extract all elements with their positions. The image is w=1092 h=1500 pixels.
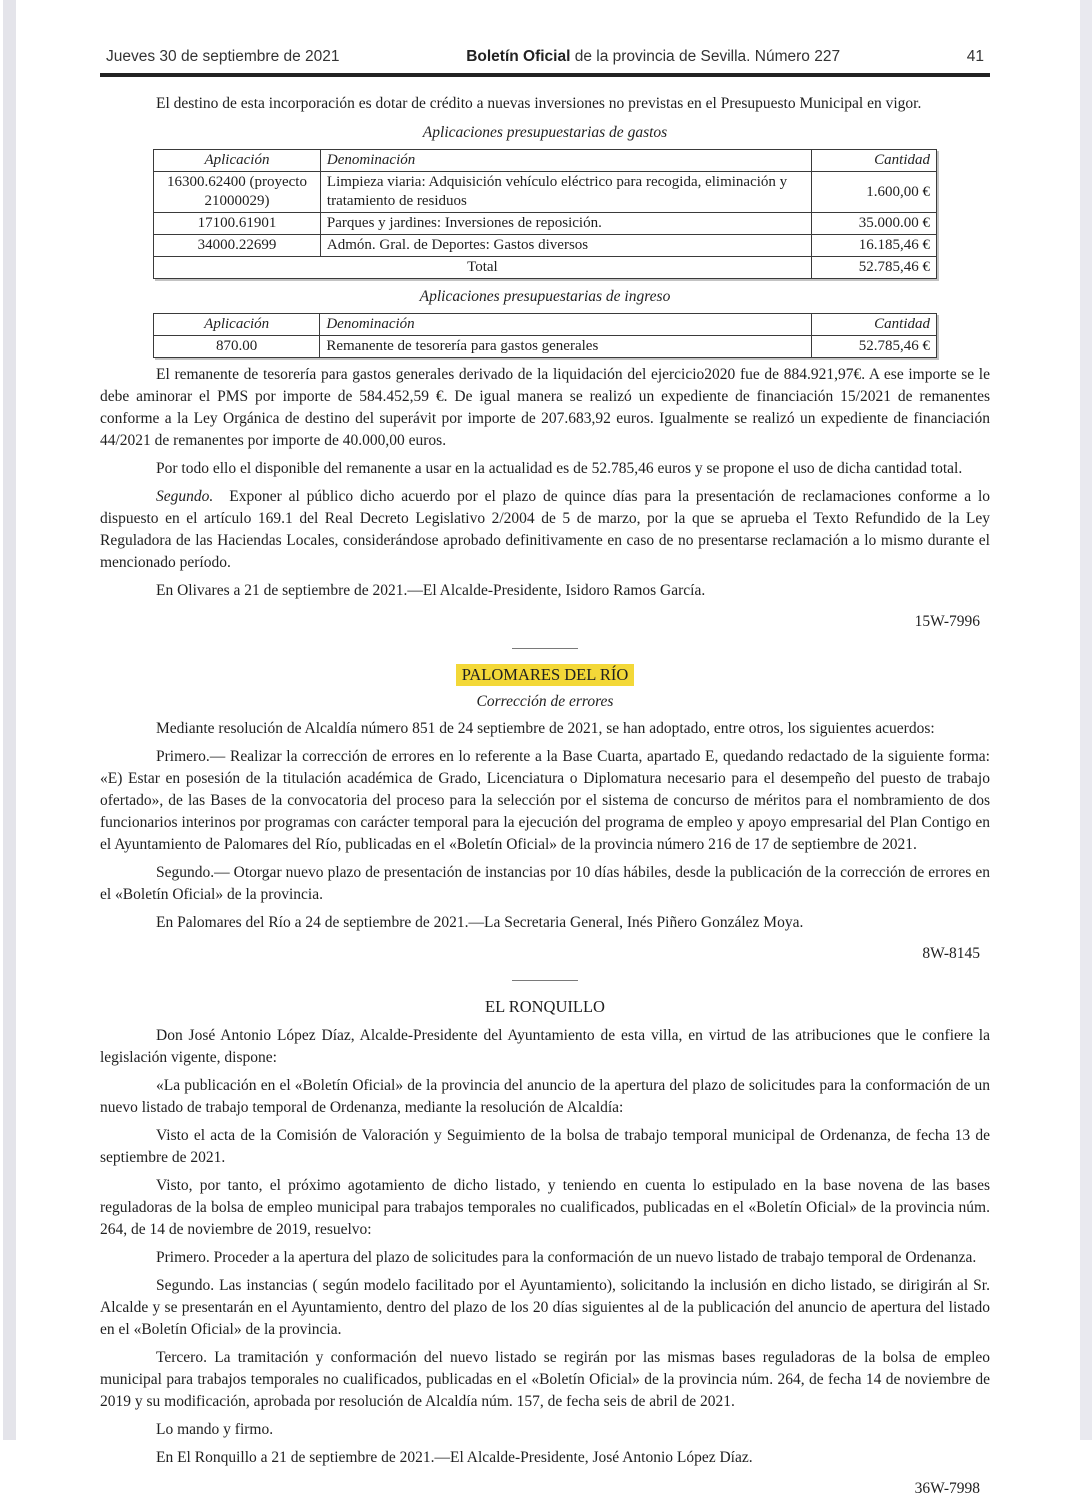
ronquillo-visto1-paragraph: Visto el acta de la Comisión de Valoración y Seguimiento de la bolsa de trabajo temporal municipal de Ordenanza, de fecha 13 de septiembre de 2021. (100, 1127, 990, 1166)
ronquillo-title: EL RONQUILLO (485, 997, 605, 1016)
section-divider (512, 980, 578, 981)
olivares-reference-code: 15W-7996 (914, 613, 980, 630)
table-row (154, 336, 937, 358)
table-row (154, 172, 937, 213)
ingreso-table-caption: Aplicaciones presupuestarias de ingreso (419, 288, 671, 305)
olivares-segundo-paragraph (100, 486, 990, 574)
column-header-aplicacion: Aplicación (154, 314, 320, 336)
table-total-row (154, 257, 937, 279)
section-divider (512, 648, 578, 649)
cell-denominacion: Remanente de tesorería para gastos generales (320, 336, 811, 358)
palomares-reference-code: 8W-8145 (922, 945, 980, 962)
page-edge-right (1080, 0, 1092, 1440)
total-value: 52.785,46 € (811, 257, 936, 279)
ronquillo-reference-code: 36W-7998 (914, 1480, 980, 1497)
cell-denominacion: Parques y jardines: Inversiones de reposición. (320, 213, 811, 235)
cell-denominacion: Admón. Gral. de Deportes: Gastos diversos (320, 235, 811, 257)
header-bulletin-bold: Boletín Oficial (466, 48, 571, 65)
column-header-cantidad: Cantidad (811, 314, 936, 336)
ronquillo-tercero-paragraph: Tercero. La tramitación y conformación del nuevo listado se regirán por las mismas bases reguladoras de la bolsa de empleo municipal para trabajos temporales no cualificados, publicadas en el «Boletín Oficial» de la provincia núm. 264, de fecha 14 de noviembre de 2019 y su modificación, aprobada por resolución de Alcaldía núm. 157, de fecha seis de abril de 2021. (100, 1349, 990, 1410)
ronquillo-don-paragraph: Don José Antonio López Díaz, Alcalde-Presidente del Ayuntamiento de esta villa, en virtud de las atribuciones que le confiere la legislación vigente, dispone: (100, 1027, 990, 1066)
table-header-row (154, 150, 937, 172)
column-header-denominacion: Denominación (320, 150, 811, 172)
cell-cantidad: 16.185,46 € (811, 235, 936, 257)
segundo-text: Exponer al público dicho acuerdo por el plazo de quince días para la presentación de reclamaciones conforme a lo dispuesto en el artículo 169.1 del Real Decreto Legislativo 2/2004 de 5 de marzo, por la que se aprueba el Texto Refundido de la Ley Reguladora de las Haciendas Locales, considerándose aprobado definitivamente en caso de no presentarse reclamación a lo mismo durante el mencionado período. (100, 488, 990, 571)
cell-cantidad: 52.785,46 € (811, 336, 936, 358)
palomares-signature-line: En Palomares del Río a 24 de septiembre de 2021.—La Secretaria General, Inés Piñero González Moya. (156, 914, 804, 931)
ronquillo-segundo-paragraph: Segundo. Las instancias ( según modelo facilitado por el Ayuntamiento), solicitando la inclusión en dicho listado, se dirigirán al Sr. Alcalde y se presentarán en el Ayuntamiento, dentro del plazo de los 20 días siguientes al de la publicación del anuncio de apertura del listado en el «Boletín Oficial» de la provincia. (100, 1277, 990, 1338)
palomares-mediante-paragraph: Mediante resolución de Alcaldía número 851 de 24 septiembre de 2021, se han adoptado, entre otros, los siguientes acuerdos: (156, 720, 935, 737)
cell-aplicacion: 17100.61901 (154, 213, 321, 235)
column-header-aplicacion: Aplicación (154, 150, 321, 172)
ronquillo-publicacion-paragraph: «La publicación en el «Boletín Oficial» de la provincia del anuncio de la apertura del plazo de solicitudes para la conformación de un nuevo listado de trabajo temporal de Ordenanza, mediante la resolución de Alcaldía: (100, 1077, 990, 1116)
ronquillo-visto2-paragraph: Visto, por tanto, el próximo agotamiento de dicho listado, y teniendo en cuenta lo estipulado en la base novena de las bases reguladoras de la bolsa de empleo municipal para trabajos temporales no cualificados, publicadas en el «Boletín Oficial» de la provincia núm. 264, de 14 de noviembre de 2019, resuelvo: (100, 1177, 990, 1238)
header-page-number: 41 (966, 48, 984, 65)
gastos-table (153, 149, 937, 279)
header-bulletin-rest: de la provincia de Sevilla. Número 227 (570, 48, 841, 65)
olivares-intro-paragraph: El destino de esta incorporación es dotar de crédito a nuevas inversiones no previstas en el Presupuesto Municipal en vigor. (156, 95, 922, 112)
segundo-lead: Segundo. (156, 488, 214, 505)
bulletin-page (100, 48, 990, 1500)
column-header-cantidad: Cantidad (811, 150, 936, 172)
palomares-title: PALOMARES DEL RÍO (456, 664, 635, 686)
cell-cantidad: 1.600,00 € (811, 172, 936, 213)
ronquillo-mando-paragraph: Lo mando y firmo. (156, 1421, 274, 1438)
palomares-section-title (100, 663, 990, 687)
header-date: Jueves 30 de septiembre de 2021 (106, 48, 340, 65)
olivares-portodo-paragraph: Por todo ello el disponible del remanente a usar en la actualidad es de 52.785,46 euros y se propone el uso de dicha cantidad total. (156, 460, 963, 477)
cell-aplicacion: 870.00 (154, 336, 320, 358)
olivares-signature-line: En Olivares a 21 de septiembre de 2021.—El Alcalde-Presidente, Isidoro Ramos García. (156, 582, 706, 599)
total-label: Total (154, 257, 812, 279)
cell-aplicacion: 34000.22699 (154, 235, 321, 257)
page-header (100, 48, 990, 66)
ingreso-table (153, 313, 937, 358)
palomares-subtitle: Corrección de errores (476, 693, 614, 710)
palomares-primero-paragraph: Primero.— Realizar la corrección de errores en lo referente a la Base Cuarta, apartado E, quedando redactado de la siguiente forma: «E) Estar en posesión de la titulación académica de Grado, Licenciatura o Diplomatura necesario para el desempeño del puesto de trabajo ofertado», de las Bases de la convocatoria del proceso para la selección por el sistema de concurso de méritos para el nombramiento de dos funcionarios interinos por programas con carácter temporal para la ejecución del programa de empleo y apoyo empresarial del Plan Contigo en el Ayuntamiento de Palomares del Río, publicadas en el «Boletín Oficial» de la provincia número 216 de 17 de septiembre de 2021. (100, 748, 990, 853)
ronquillo-primero-paragraph: Primero. Proceder a la apertura del plazo de solicitudes para la conformación de un nuevo listado de trabajo temporal de Ordenanza. (156, 1249, 977, 1266)
page-edge-left (3, 0, 16, 1440)
cell-cantidad: 35.000.00 € (811, 213, 936, 235)
cell-aplicacion: 16300.62400 (proyecto 21000029) (154, 172, 321, 213)
cell-denominacion: Limpieza viaria: Adquisición vehículo eléctrico para recogida, eliminación y tratamiento de residuos (320, 172, 811, 213)
palomares-segundo-paragraph: Segundo.— Otorgar nuevo plazo de presentación de instancias por 10 días hábiles, desde la publicación de la corrección de errores en el «Boletín Oficial» de la provincia. (100, 864, 990, 903)
table-row (154, 235, 937, 257)
table-header-row (154, 314, 937, 336)
table-row (154, 213, 937, 235)
column-header-denominacion: Denominación (320, 314, 811, 336)
olivares-remanente-paragraph: El remanente de tesorería para gastos generales derivado de la liquidación del ejercicio2020 fue de 884.921,97€. A ese importe se le debe aminorar el PMS por importe de 584.452,59 €. De igual manera se realizó un expediente de financiación 15/2021 de remanentes conforme a la Ley Orgánica de destino del superávit por importe de 207.683,92 euros. Igualmente se realizó un expediente de financiación 44/2021 de remanentes por importe de 40.000,00 euros. (100, 366, 990, 449)
ronquillo-signature-line: En El Ronquillo a 21 de septiembre de 2021.—El Alcalde-Presidente, José Antonio López Díaz. (156, 1449, 753, 1466)
gastos-table-caption: Aplicaciones presupuestarias de gastos (422, 124, 668, 141)
header-bulletin-title (340, 48, 967, 66)
